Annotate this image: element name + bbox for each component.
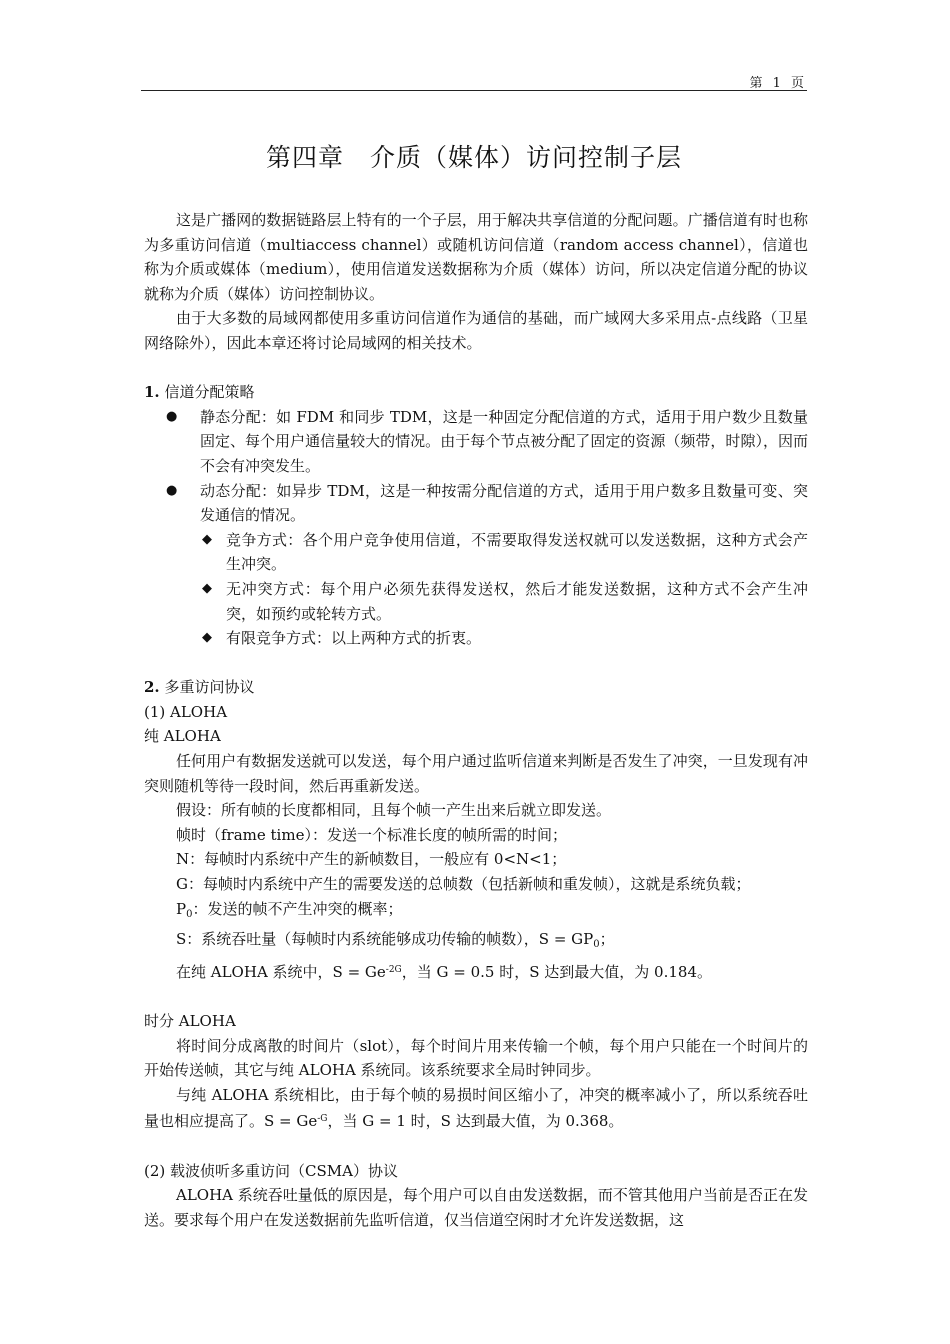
- s-def: S：系统吞吐量（每帧时内系统能够成功传输的帧数），$S = GP_0$；: [176, 930, 615, 951]
- section-1-heading: [144, 380, 808, 405]
- list-item-dynamic: [144, 479, 808, 528]
- section-1-number: 1.: [144, 383, 160, 402]
- diamond-bullet-icon: ◆: [202, 630, 212, 646]
- list-item-text: 静态分配：如 FDM 和同步 TDM，这是一种固定分配信道的方式，适用于用户数少且数量固定、每个用户通信量较大的情况。由于每个节点被分配了固定的资源（频带，时隙），因而不会有冲突发生。: [200, 407, 808, 475]
- pure-aloha-paragraph: 任何用户有数据发送就可以发送，每个用户通过监听信道来判断是否发生了冲突，一旦发现有冲突则随机等待一段时间，然后再重新发送。: [144, 752, 808, 795]
- page-header: [141, 72, 807, 91]
- section-2-heading: [144, 675, 808, 700]
- pure-aloha-result: 在纯 ALOHA 系统中，$S = Ge^{-2G}$，当 G = 0.5 时，S 达到最大值，为 0.184。: [176, 962, 712, 981]
- g-def: G：每帧时内系统中产生的需要发送的总帧数（包括新帧和重发帧），这就是系统负载；: [176, 875, 751, 894]
- intro-paragraph-1: 这是广播网的数据链路层上特有的一个子层，用于解决共享信道的分配问题。广播信道有时也称为多重访问信道（multiaccess channel）或随机访问信道（random access channel），信道也称为介质或媒体（medium），使用信道发送数据称为介质（媒体）访问，所以决定信道分配的协议就称为介质（媒体）访问控制协议。: [144, 211, 808, 303]
- section-1-title: 信道分配策略: [164, 383, 255, 402]
- slotted-aloha-heading: 时分 ALOHA: [144, 1012, 236, 1030]
- section-2-number: 2.: [144, 678, 160, 697]
- sub-list-item-text: 有限竞争方式：以上两种方式的折衷。: [226, 629, 482, 648]
- diamond-bullet-icon: ◆: [202, 531, 212, 547]
- csma-paragraph: ALOHA 系统吞吐量低的原因是，每个用户可以自由发送数据，而不管其他用户当前是否正在发送。要求每个用户在发送数据前先监听信道，仅当信道空闲时才允许发送数据，这: [144, 1186, 808, 1229]
- n-def: N：每帧时内系统中产生的新帧数目，一般应有 0<N<1；: [176, 850, 567, 869]
- sub-list-item-text: 无冲突方式：每个用户必须先获得发送权，然后才能发送数据，这种方式不会产生冲突，如预约或轮转方式。: [226, 579, 808, 623]
- sub-list-item-contention: [144, 528, 808, 577]
- pure-aloha-heading: 纯 ALOHA: [144, 727, 221, 746]
- sub-list-item-limited: [144, 626, 808, 651]
- frame-time-def: 帧时（frame time）：发送一个标准长度的帧所需的时间；: [176, 825, 567, 844]
- slotted-aloha-paragraph-1: 将时间分成离散的时间片（slot），每个时间片用来传输一个帧，每个用户只能在一个时间片的开始传送帧，其它与纯 ALOHA 系统同。该系统要求全局时钟同步。: [144, 1036, 808, 1080]
- document-body: [144, 208, 808, 1232]
- diamond-bullet-icon: ◆: [202, 580, 212, 596]
- list-item-text: 动态分配：如异步 TDM，这是一种按需分配信道的方式，适用于用户数多且数量可变、突发通信的情况。: [200, 481, 808, 525]
- section-2-title: 多重访问协议: [164, 678, 255, 697]
- p0-def: $P_0$：发送的帧不产生冲突的概率；: [176, 899, 403, 920]
- bullet-dot-icon: ●: [166, 482, 178, 498]
- intro-paragraph-2: 由于大多数的局域网都使用多重访问信道作为通信的基础，而广域网大多采用点-点线路（卫星网络除外），因此本章还将讨论局域网的相关技术。: [144, 309, 808, 352]
- page-number: 第 1 页: [749, 76, 807, 91]
- sub-list-item-text: 竞争方式：各个用户竞争使用信道，不需要取得发送权就可以发送数据，这种方式会产生冲突。: [226, 530, 808, 574]
- assumption-line: 假设：所有帧的长度都相同，且每个帧一产生出来后就立即发送。: [176, 801, 612, 820]
- chapter-title: 第四章 介质（媒体）访问控制子层: [265, 143, 682, 172]
- sub-list-item-collision-free: [144, 577, 808, 626]
- aloha-heading: (1) ALOHA: [144, 702, 228, 721]
- list-item-static: [144, 405, 808, 479]
- bullet-dot-icon: ●: [166, 408, 178, 424]
- csma-heading: (2) 载波侦听多重访问（CSMA）协议: [144, 1161, 398, 1180]
- slotted-aloha-paragraph-2: 与纯 ALOHA 系统相比，由于每个帧的易损时间区缩小了，冲突的概率减小了，所以系统吞吐量也相应提高了。$S = Ge^{-G}$，当 G = 1 时，S 达到最大值，为 0.368。: [144, 1085, 808, 1131]
